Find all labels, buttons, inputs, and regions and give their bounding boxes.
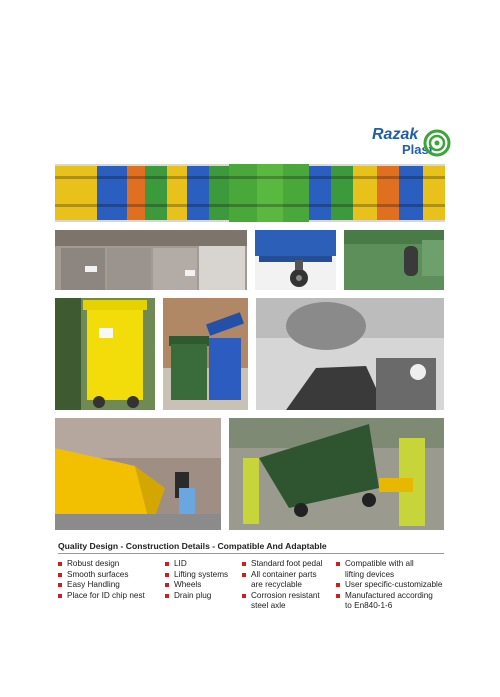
feature-item: Lifting systems [165, 570, 228, 581]
feature-item-continuation: lifting devices [345, 569, 395, 579]
photo-grey-bins [55, 230, 247, 290]
bullet-icon [242, 594, 246, 598]
feature-item: Standard foot pedal [242, 559, 322, 570]
photo-yellow-garbage-truck [55, 418, 221, 530]
tagline: Quality Design - Construction Details - Compatible And Adaptable [58, 541, 327, 551]
bullet-icon [165, 594, 169, 598]
bullet-icon [58, 562, 62, 566]
bullet-icon [58, 594, 62, 598]
photo-bw-truck-lift [256, 298, 444, 410]
feature-item: User specific-customizable [336, 580, 442, 591]
feature-item: Manufactured according [336, 591, 442, 602]
photo-colored-bins-row [55, 164, 445, 222]
divider [58, 553, 444, 554]
bullet-icon [165, 562, 169, 566]
brand-logo [372, 126, 452, 162]
photo-blue-bin-wheel [255, 230, 336, 290]
feature-item: Corrosion resistant [242, 591, 322, 602]
feature-item: Robust design [58, 559, 145, 570]
bullet-icon [336, 594, 340, 598]
features-column-3 [242, 559, 322, 612]
features-column-1 [58, 559, 145, 601]
photo-green-container-workers [229, 418, 444, 530]
bullet-icon [165, 583, 169, 587]
bullet-icon [58, 573, 62, 577]
feature-item: Place for ID chip nest [58, 591, 145, 602]
features-column-2 [165, 559, 228, 601]
feature-item: Drain plug [165, 591, 228, 602]
bullet-icon [58, 583, 62, 587]
feature-item: LID [165, 559, 228, 570]
feature-item: All container parts [242, 570, 322, 581]
feature-item-continuation: steel axle [251, 601, 286, 611]
bullet-icon [336, 583, 340, 587]
logo-text-razak: Razak [372, 126, 419, 143]
photo-yellow-bin [55, 298, 155, 410]
feature-item-continuation: are recyclable [251, 580, 302, 590]
bullet-icon [242, 562, 246, 566]
feature-item: Wheels [165, 580, 228, 591]
bullet-icon [336, 562, 340, 566]
features-column-4 [336, 559, 442, 612]
feature-item-continuation: to En840-1-6 [345, 601, 393, 611]
photo-green-blue-pedal-bins [163, 298, 248, 410]
feature-item: Compatible with all [336, 559, 442, 570]
logo-text-plast: Plast [402, 142, 434, 157]
feature-item: Smooth surfaces [58, 570, 145, 581]
bullet-icon [242, 573, 246, 577]
feature-item: Easy Handling [58, 580, 145, 591]
bullet-icon [165, 573, 169, 577]
logo-swirl-icon [422, 128, 452, 158]
photo-green-bin-pedal [344, 230, 444, 290]
